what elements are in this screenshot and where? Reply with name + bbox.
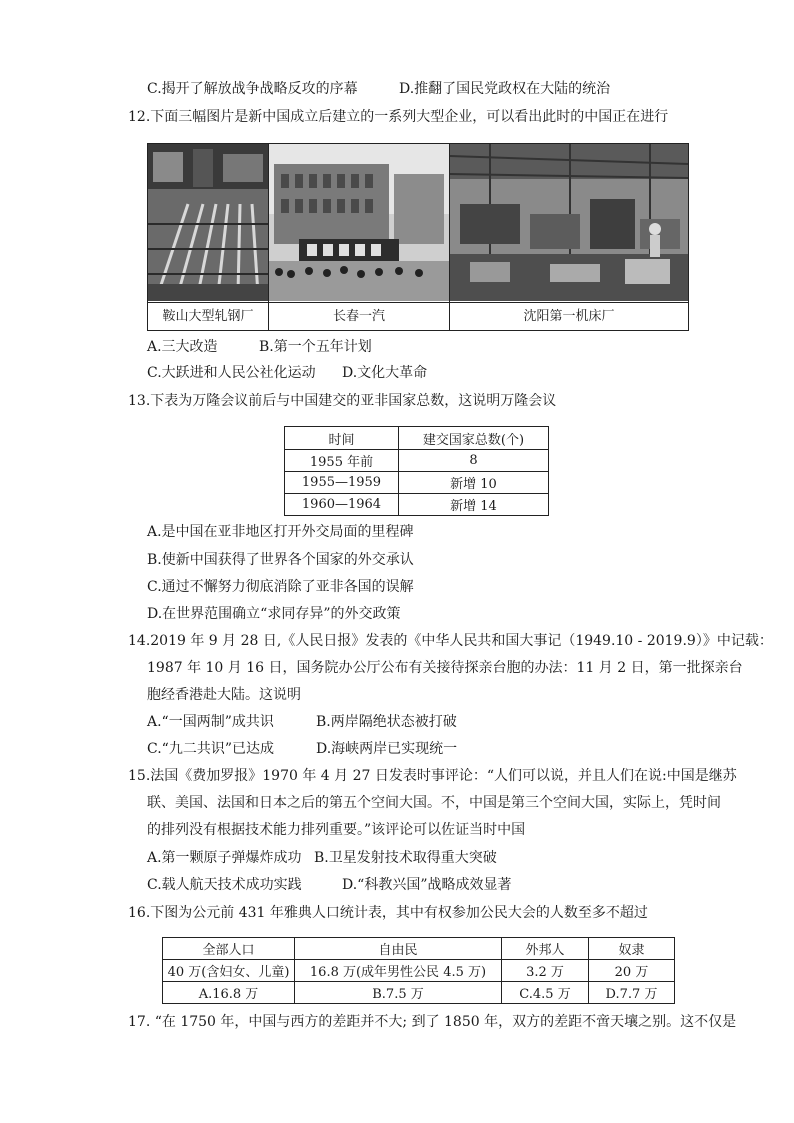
q15-option-a: A.第一颗原子弹爆炸成功 — [147, 850, 302, 866]
photo-faw-building — [269, 144, 449, 301]
q13-option-d: D.在世界范围确立“求同存异”的外交政策 — [147, 606, 401, 622]
q15-option-d: D.“科教兴国”战略成效显著 — [342, 877, 512, 893]
table-cell: 20 万 — [589, 960, 675, 982]
table-cell: 新增 14 — [399, 494, 549, 516]
table-option-cell: A.16.8 万 — [163, 982, 295, 1004]
q13-option-a: A.是中国在亚非地区打开外交局面的里程碑 — [147, 524, 414, 540]
table-header: 时间 — [285, 427, 399, 450]
q12-option-d: D.文化大革命 — [342, 365, 428, 381]
photo-caption: 长春一汽 — [269, 302, 449, 330]
q14-stem-line-3: 胞经香港赴大陆。这说明 — [147, 687, 301, 703]
table-cell: 8 — [399, 450, 549, 472]
table-cell: 新增 10 — [399, 472, 549, 494]
q15-stem-line-3: 的排列没有根据技术能力排列重要。”该评论可以佐证当时中国 — [147, 822, 526, 838]
photo-caption: 沈阳第一机床厂 — [450, 302, 688, 330]
q14-stem-line-2: 1987 年 10 月 16 日，国务院办公厅公布有关接待探亲台胞的办法：11 月 2 日，第一批探亲台 — [147, 660, 743, 676]
q12-option-b: B.第一个五年计划 — [259, 339, 372, 355]
q16-stem: 16.下图为公元前 431 年雅典人口统计表，其中有权参加公民大会的人数至多不超过 — [128, 905, 648, 921]
q16-table — [162, 937, 675, 1004]
q14-option-c: C.“九二共识”已达成 — [147, 741, 274, 757]
table-cell: 1955 年前 — [285, 450, 399, 472]
q11-option-d: D.推翻了国民党政权在大陆的统治 — [399, 81, 611, 97]
table-cell: 40 万(含妇女、儿童) — [163, 960, 295, 982]
photo-caption: 鞍山大型轧钢厂 — [148, 302, 268, 330]
q12-photo-strip — [147, 143, 689, 331]
table-cell: 16.8 万(成年男性公民 4.5 万) — [295, 960, 502, 982]
table-header: 自由民 — [295, 938, 502, 960]
table-header: 建交国家总数(个) — [399, 427, 549, 450]
q15-option-b: B.卫星发射技术取得重大突破 — [314, 850, 497, 866]
table-option-cell: C.4.5 万 — [502, 982, 589, 1004]
q13-option-b: B.使新中国获得了世界各个国家的外交承认 — [147, 552, 414, 568]
q14-option-a: A.“一国两制”成共识 — [147, 714, 274, 730]
photo-steel-mill — [148, 144, 268, 301]
q15-stem-line-1: 15.法国《费加罗报》1970 年 4 月 27 日发表时事评论：“人们可以说，并且人们在说:中国是继苏 — [128, 768, 737, 784]
q17-stem-line-1: 17. “在 1750 年，中国与西方的差距并不大; 到了 1850 年，双方的差距不啻天壤之别。这不仅是 — [128, 1014, 737, 1030]
q12-stem: 12.下面三幅图片是新中国成立后建立的一系列大型企业，可以看出此时的中国正在进行 — [128, 109, 669, 125]
q13-option-c: C.通过不懈努力彻底消除了亚非各国的误解 — [147, 579, 414, 595]
table-header: 外邦人 — [502, 938, 589, 960]
table-cell: 1955—1959 — [285, 472, 399, 494]
table-header: 全部人口 — [163, 938, 295, 960]
q12-option-a: A.三大改造 — [147, 339, 218, 355]
q15-stem-line-2: 联、美国、法国和日本之后的第五个空间大国。不，中国是第三个空间大国，实际上，凭时间 — [147, 795, 721, 811]
q14-option-d: D.海峡两岸已实现统一 — [316, 741, 458, 757]
table-header: 奴隶 — [589, 938, 675, 960]
q13-stem: 13.下表为万隆会议前后与中国建交的亚非国家总数，这说明万隆会议 — [128, 393, 557, 409]
q14-stem-line-1: 14.2019 年 9 月 28 日,《人民日报》发表的《中华人民共和国大事记（1949.10 - 2019.9）》中记载： — [128, 633, 773, 649]
table-option-cell: B.7.5 万 — [295, 982, 502, 1004]
table-option-cell: D.7.7 万 — [589, 982, 675, 1004]
q12-option-c: C.大跃进和人民公社化运动 — [147, 365, 316, 381]
q15-option-c: C.载人航天技术成功实践 — [147, 877, 302, 893]
q14-option-b: B.两岸隔绝状态被打破 — [316, 714, 457, 730]
q13-table — [284, 426, 549, 516]
table-cell: 3.2 万 — [502, 960, 589, 982]
table-cell: 1960—1964 — [285, 494, 399, 516]
photo-machine-factory — [450, 144, 688, 301]
q11-option-c: C.揭开了解放战争战略反攻的序幕 — [147, 81, 358, 97]
